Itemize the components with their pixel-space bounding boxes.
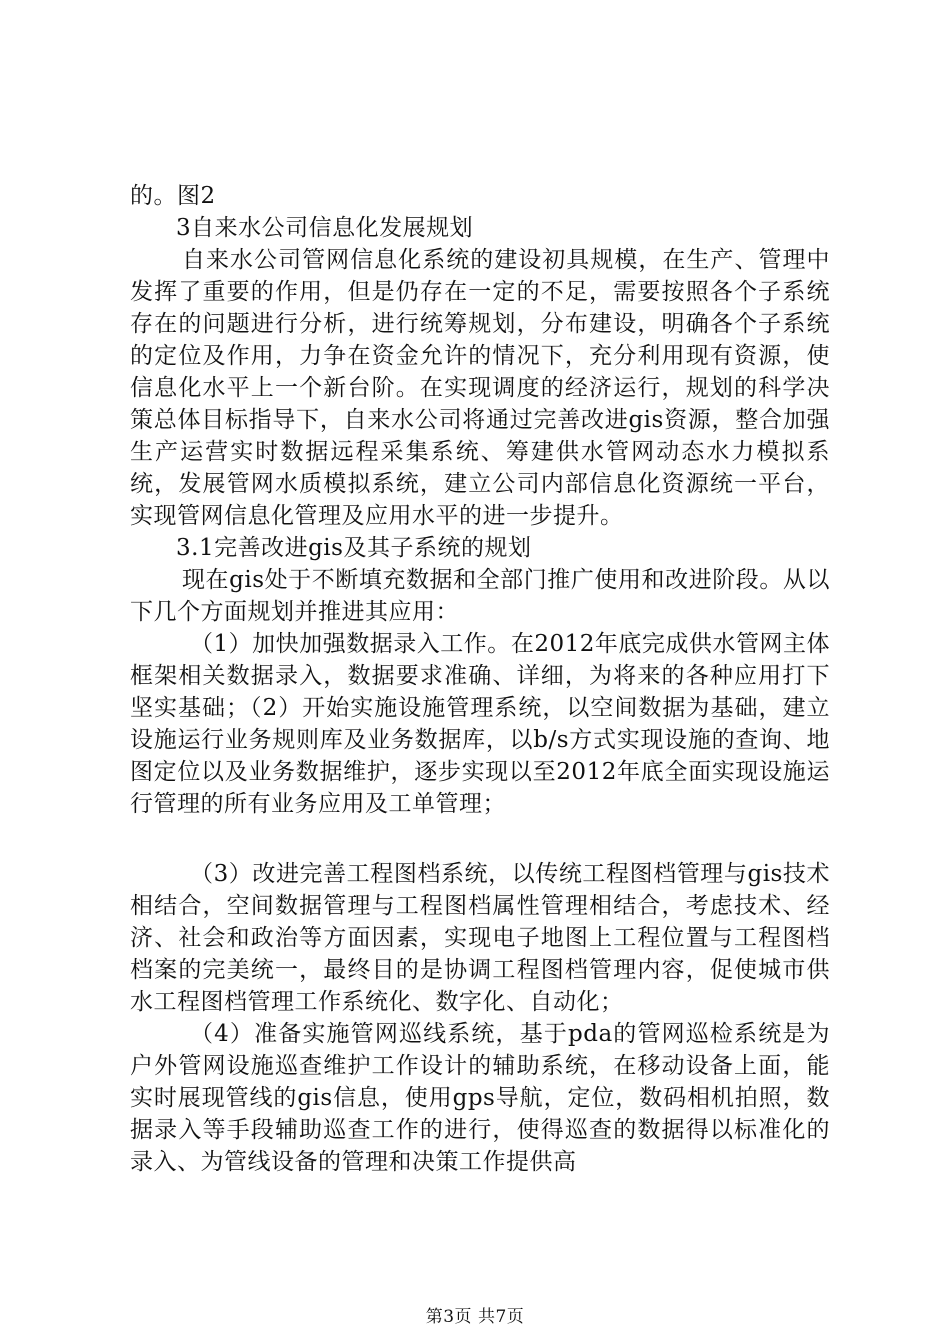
paragraph-items-1-2: （1）加快加强数据录入工作。在2012年底完成供水管网主体框架相关数据录入，数据要求准确、详细，为将来的各种应用打下坚实基础；（2）开始实施设施管理系统，以空间数据为基础，建立设施运行业务规则库及业务数据库，以b/s方式实现设施的查询、地图定位以及业务数据维护，逐步实现以至2012年底全面实现设施运行管理的所有业务应用及工单管理； [130,631,830,817]
paragraph-gis-status: 现在gis处于不断填充数据和全部门推广使用和改进阶段。从以下几个方面规划并推进其应用： [130,567,830,625]
paragraph-plan-overview: 自来水公司管网信息化系统的建设初具规模，在生产、管理中发挥了重要的作用，但是仍存在一定的不足，需要按照各个子系统存在的问题进行分析，进行统筹规划，分布建设，明确各个子系统的定位及作用，力争在资金允许的情况下，充分利用现有资源，使信息化水平上一个新台阶。在实现调度的经济运行，规划的科学决策总体目标指导下，自来水公司将通过完善改进gis资源，整合加强生产运营实时数据远程采集系统、筹建供水管网动态水力模拟系统，发展管网水质模拟系统，建立公司内部信息化资源统一平台，实现管网信息化管理及应用水平的进一步提升。 [130,247,830,529]
paragraph-continuation: 的。图2 [130,183,216,209]
page-footer: 第3页 共7页 [425,1307,525,1327]
section-heading-3: 3自来水公司信息化发展规划 [176,215,474,241]
paragraph-item-4: （4）准备实施管网巡线系统，基于pda的管网巡检系统是为户外管网设施巡查维护工作设计的辅助系统，在移动设备上面，能实时展现管线的gis信息，使用gps导航，定位，数码相机拍照，数据录入等手段辅助巡查工作的进行，使得巡查的数据得以标准化的录入、为管线设备的管理和决策工作提供高 [130,1021,830,1175]
paragraph-spacer [130,820,830,858]
section-heading-3-1: 3.1完善改进gis及其子系统的规划 [176,535,532,561]
paragraph-item-3: （3）改进完善工程图档系统，以传统工程图档管理与gis技术相结合，空间数据管理与工程图档属性管理相结合，考虑技术、经济、社会和政治等方面因素，实现电子地图上工程位置与工程图档档案的完美统一，最终目的是协调工程图档管理内容，促使城市供水工程图档管理工作系统化、数字化、自动化； [130,861,830,1015]
document-body [130,180,830,1178]
